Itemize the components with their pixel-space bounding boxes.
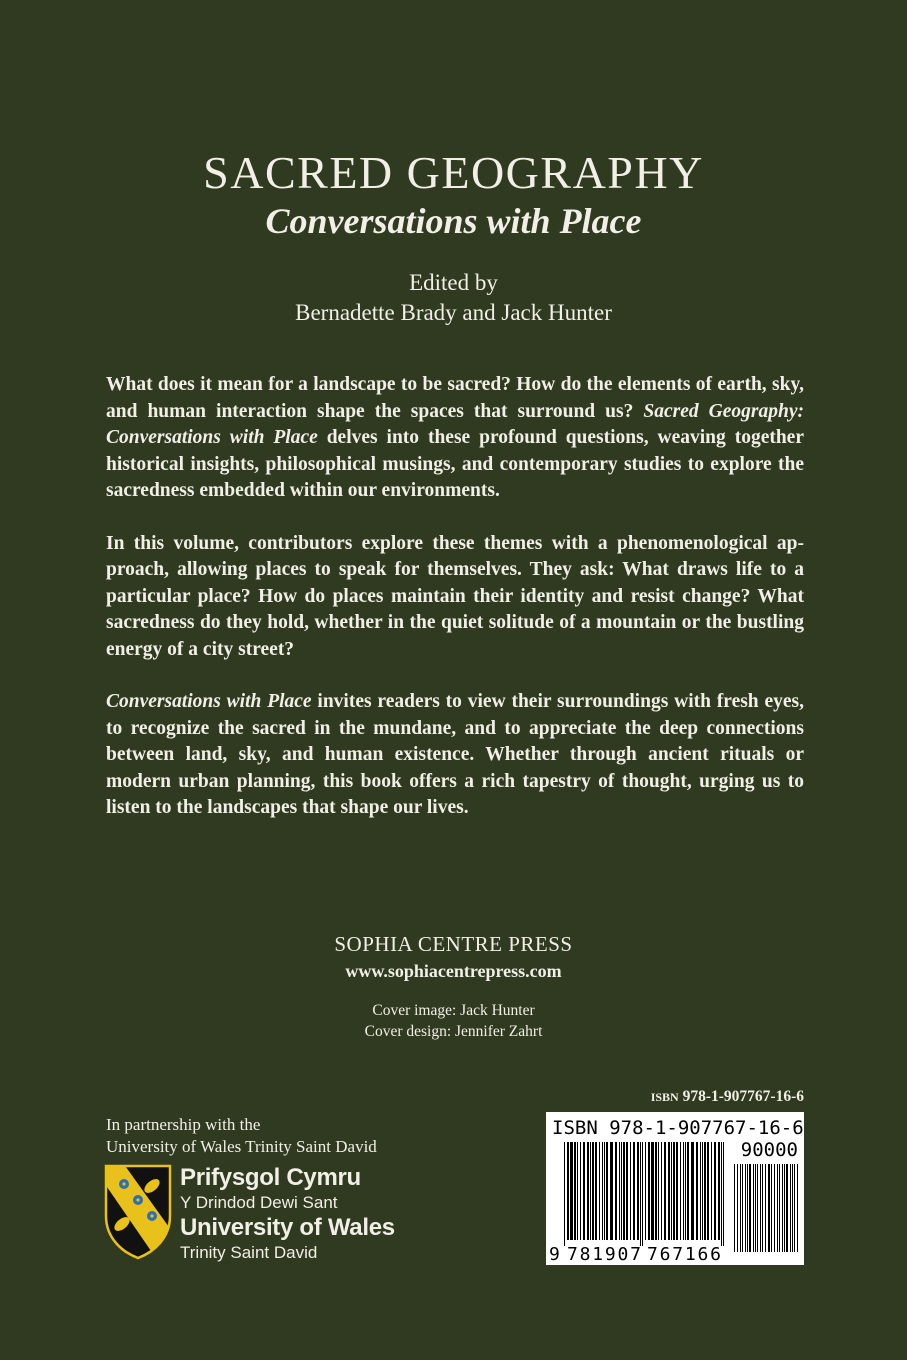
editors-names: Bernadette Brady and Jack Hunter: [295, 300, 612, 325]
university-logo: [104, 1164, 424, 1264]
barcode-bar: [721, 1142, 722, 1246]
barcode-bar: [587, 1142, 589, 1240]
blurb-p1-text: What does it mean for a landscape to be sacred? How do the elements of earth, sky, and human interaction shape the spaces that surround us?: [106, 374, 804, 422]
barcode-bar: [626, 1142, 628, 1240]
blurb-paragraph-1: [106, 372, 804, 505]
barcode-bar: [757, 1164, 758, 1252]
edited-by-label: Edited by: [409, 270, 498, 295]
logo-english-subname: Trinity Saint David: [180, 1243, 318, 1262]
barcode-bar: [702, 1142, 703, 1240]
logo-text: [180, 1164, 395, 1264]
barcode-bar: [610, 1142, 613, 1240]
partnership-line-2: University of Wales Trinity Saint David: [106, 1137, 377, 1156]
barcode-bar: [784, 1164, 785, 1252]
blurb-p1-text-end: delves into these profound questions, weaving together historical insights, philosophical musings, and contemporary studies to explore the sacredness embedded within our environments.: [106, 427, 804, 501]
barcode-bar: [673, 1142, 675, 1240]
partnership-text: [106, 1114, 426, 1158]
barcode-main-bars: [564, 1142, 724, 1246]
barcode-bar: [762, 1164, 763, 1252]
barcode-bar: [615, 1142, 617, 1240]
barcode-isbn-caption: ISBN 978-1-907767-16-6: [552, 1117, 804, 1139]
barcode-bar: [645, 1142, 646, 1240]
isbn-text: [651, 1088, 804, 1106]
publisher-name: SOPHIA CENTRE PRESS: [334, 932, 573, 956]
barcode-bar: [567, 1142, 569, 1240]
barcode-bar: [637, 1142, 639, 1240]
barcode-bar: [583, 1142, 585, 1240]
barcode-bar: [747, 1164, 748, 1252]
barcode-bar: [623, 1142, 625, 1240]
barcode-bar: [676, 1142, 678, 1240]
barcode-bar: [642, 1142, 643, 1246]
barcode-bar: [700, 1142, 701, 1240]
barcode-bar: [658, 1142, 659, 1240]
barcode-bar: [737, 1164, 738, 1252]
barcode-bar: [779, 1164, 780, 1252]
barcode: [546, 1112, 804, 1265]
barcode-bar: [592, 1142, 594, 1240]
barcode-bar: [671, 1142, 672, 1240]
barcode-bar: [564, 1142, 565, 1246]
barcode-bar: [723, 1142, 724, 1246]
barcode-bar: [691, 1142, 694, 1240]
isbn-number: 978-1-907767-16-6: [682, 1088, 804, 1105]
barcode-bar: [768, 1164, 770, 1252]
barcode-left-digits: 781907: [567, 1244, 641, 1265]
editors-block: [0, 268, 907, 328]
book-subtitle: Conversations with Place: [265, 201, 642, 241]
publisher-url[interactable]: www.sophiacentrepress.com: [345, 961, 562, 981]
barcode-bar: [664, 1142, 666, 1240]
barcode-graphic: [546, 1112, 804, 1265]
barcode-bar: [685, 1142, 686, 1240]
barcode-bar: [707, 1142, 709, 1240]
barcode-bar: [734, 1164, 735, 1252]
barcode-bar: [711, 1142, 712, 1240]
barcode-bar: [655, 1142, 657, 1240]
barcode-bar: [595, 1142, 597, 1240]
logo-english-name: University of Wales: [180, 1214, 395, 1241]
blurb-p3-title: Conversations with Place: [106, 691, 312, 712]
barcode-bar: [774, 1164, 775, 1252]
barcode-bar: [602, 1142, 603, 1240]
logo-welsh-name: Prifysgol Cymru: [180, 1164, 361, 1191]
cover-design-credit: Cover design: Jennifer Zahrt: [364, 1023, 543, 1040]
barcode-bar: [755, 1164, 756, 1252]
barcode-bar: [771, 1164, 772, 1252]
barcode-bar: [782, 1164, 783, 1252]
barcode-bar: [604, 1142, 605, 1240]
barcode-right-digits: 767166: [647, 1244, 721, 1265]
barcode-bar: [792, 1164, 793, 1252]
barcode-bar: [765, 1164, 766, 1252]
publisher-block: [0, 932, 907, 982]
barcode-bar: [790, 1164, 791, 1252]
logo-welsh-subname: Y Drindod Dewi Sant: [180, 1193, 338, 1212]
barcode-bar: [745, 1164, 746, 1252]
barcode-bar: [570, 1142, 573, 1240]
barcode-bar: [753, 1164, 754, 1252]
barcode-bar: [740, 1164, 741, 1252]
barcode-bar: [606, 1142, 608, 1240]
barcode-bar: [760, 1164, 761, 1252]
barcode-bar: [683, 1142, 684, 1240]
barcode-bar: [621, 1142, 622, 1240]
blurb: [106, 372, 804, 848]
barcode-bar: [640, 1142, 641, 1246]
barcode-bar: [786, 1164, 788, 1252]
blurb-paragraph-3: [106, 689, 804, 822]
barcode-bar: [714, 1142, 716, 1240]
barcode-bar: [718, 1142, 720, 1240]
barcode-bar: [742, 1164, 743, 1252]
barcode-addon-bars: [734, 1164, 798, 1252]
barcode-bar: [599, 1142, 600, 1240]
blurb-p1-title: Sacred Geography: Conversations with Place: [106, 400, 804, 448]
book-title: SACRED GEOGRAPHY: [203, 147, 704, 198]
barcode-bar: [696, 1142, 698, 1240]
cover-image-credit: Cover image: Jack Hunter: [372, 1002, 535, 1019]
barcode-bar: [680, 1142, 681, 1240]
barcode-bar: [590, 1142, 591, 1240]
barcode-first-digit: 9: [549, 1244, 560, 1265]
barcode-bar: [794, 1164, 795, 1252]
isbn-label: ISBN: [650, 1090, 679, 1104]
barcode-bar: [651, 1142, 654, 1240]
barcode-bar: [687, 1142, 689, 1240]
barcode-bar: [749, 1164, 751, 1252]
cover-credits: [0, 1000, 907, 1042]
barcode-bar: [574, 1142, 576, 1240]
blurb-paragraph-2: In this volume, contributors explore these themes with a phenomenological approach, allowing places to speak for themselves. They ask: What draws life to a particular place? How do places maintain their identity and resist change? What sacredness do they hold, whether in the quiet solitude of a mountain or the bustling energy of a city street?: [106, 532, 804, 660]
barcode-bar: [668, 1142, 670, 1240]
barcode-bar: [648, 1142, 650, 1240]
barcode-bar: [580, 1142, 581, 1240]
barcode-bar: [777, 1164, 778, 1252]
blurb-p3-text: invites readers to view their surroundings with fresh eyes, to recognize the sacred in the mundane, and to appreciate the deep connections between land, sky, and human existence. Whether through ancient rituals or modern urban planning, this book offers a rich tapestry of thought, urging us to listen to the landscapes that shape our lives.: [106, 691, 805, 818]
partnership-line-1: In partnership with the: [106, 1115, 261, 1134]
university-shield-icon: [104, 1164, 172, 1260]
barcode-bar: [797, 1164, 798, 1252]
barcode-bar: [630, 1142, 631, 1240]
barcode-addon-digits: 90000: [740, 1139, 798, 1161]
barcode-bar: [704, 1142, 706, 1240]
barcode-bar: [661, 1142, 662, 1240]
barcode-bar: [633, 1142, 635, 1240]
barcode-bar: [577, 1142, 578, 1240]
barcode-bar: [619, 1142, 620, 1240]
